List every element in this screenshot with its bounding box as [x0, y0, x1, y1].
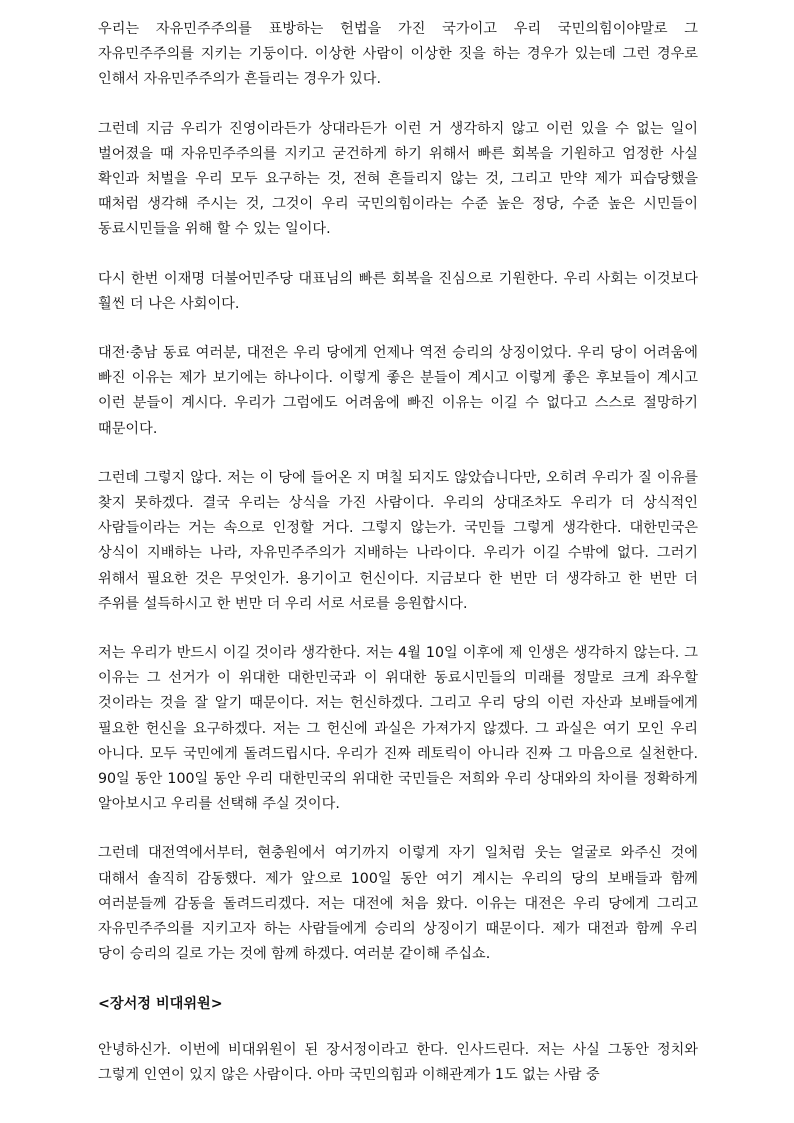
paragraph-common-sense: 그런데 그렇지 않다. 저는 이 당에 들어온 지 며칠 되지도 않았습니다만, 오히려 우리가 질 이유를 찾지 못하겠다. 결국 우리는 상식을 가진 사람이다. 우리의 상대조차도 우리가 더 상식적인 사람들이라는 거는 속으로 인정할 거다. 그렇지 않는가. 국민들 그렇게 생각한다. 대한민국은 상식이 지배하는 나라, 자유민주주의가 지배하는 나라이다. 우리가 이길 수밖에 없다. 그러기 위해서 필요한 것은 무엇인가. 용기이고 헌신이다. 지금보다 한 번만 더 생각하고 한 번만 더 주위를 설득하시고 한 번만 더 우리 서로 서로를 응원합시다.: [98, 469, 698, 612]
paragraph-dedication: 저는 우리가 반드시 이길 것이라 생각한다. 저는 4월 10일 이후에 제 인생은 생각하지 않는다. 그 이유는 그 선거가 이 위대한 대한민국과 이 위대한 동료시민들의 미래를 정말로 크게 좌우할 것이라는 것을 잘 알기 때문이다. 저는 헌신하겠다. 그리고 우리 당의 이런 자산과 보배들에게 필요한 헌신을 요구하겠다. 저는 그 헌신에 과실은 가져가지 않겠다. 그 과실은 여기 모인 우리 아니다. 모두 국민에게 돌려드립시다. 우리가 진짜 레토릭이 아니라 진짜 그 마음으로 실천한다. 90일 동안 100일 동안 우리 대한민국의 위대한 국민들은 저희와 우리 상대와의 차이를 정확하게 알아보시고 우리를 선택해 주실 것이다.: [98, 645, 698, 813]
paragraph-recovery-appeal: 그런데 지금 우리가 진영이라든가 상대라든가 이런 거 생각하지 않고 이런 있을 수 없는 일이 벌어졌을 때 자유민주주의를 지키고 굳건하게 하기 위해서 빠른 회복을 기원하고 엄정한 사실 확인과 처벌을 우리 모두 요구하는 것, 전혀 흔들리지 않는 것, 그리고 만약 제가 피습당했을 때처럼 생각해 주시는 것, 그것이 우리 국민의힘이라는 수준 높은 정당, 수준 높은 시민들이 동료시민들을 위해 할 수 있는 일이다.: [98, 120, 698, 238]
speaker-heading: <장서정 비대위원>: [98, 995, 223, 1012]
paragraph-daejeon-symbol: 대전·충남 동료 여러분, 대전은 우리 당에게 언제나 역전 승리의 상징이었다. 우리 당이 어려움에 빠진 이유는 제가 보기에는 하나이다. 이렇게 좋은 분들이 계시고 이렇게 좋은 후보들이 계시고 이런 분들이 계시다. 우리가 그럼에도 어려움에 빠진 이유는 이길 수 없다고 스스로 절망하기 때문이다.: [98, 345, 698, 437]
document-page: [98, 17, 698, 1112]
paragraph-recovery-wish: 다시 한번 이재명 더불어민주당 대표님의 빠른 회복을 진심으로 기원한다. 우리 사회는 이것보다 훨씬 더 나은 사회이다.: [98, 270, 698, 312]
paragraph-liberal-democracy: 우리는 자유민주주의를 표방하는 헌법을 가진 국가이고 우리 국민의힘이야말로 그 자유민주주의를 지키는 기둥이다. 이상한 사람이 이상한 짓을 하는 경우가 있는데 그런 경우로 인해서 자유민주주의가 흔들리는 경우가 있다.: [98, 21, 698, 88]
paragraph-gratitude: 그런데 대전역에서부터, 현충원에서 여기까지 이렇게 자기 일처럼 웃는 얼굴로 와주신 것에 대해서 솔직히 감동했다. 제가 앞으로 100일 동안 여기 계시는 우리의 당의 보배들과 함께 여러분들께 감동을 돌려드리겠다. 저는 대전에 처음 왔다. 이유는 대전은 우리 당에게 그리고 자유민주주의를 지키고자 하는 사람들에게 승리의 상징이기 때문이다. 제가 대전과 함께 우리 당이 승리의 길로 가는 것에 함께 하겠다. 여러분 같이해 주십쇼.: [98, 845, 698, 963]
paragraph-introduction: 안녕하신가. 이번에 비대위원이 된 장서정이라고 한다. 인사드린다. 저는 사실 그동안 정치와 그렇게 인연이 있지 않은 사람이다. 아마 국민의힘과 이해관계가 1도 없는 사람 중: [98, 1041, 698, 1083]
